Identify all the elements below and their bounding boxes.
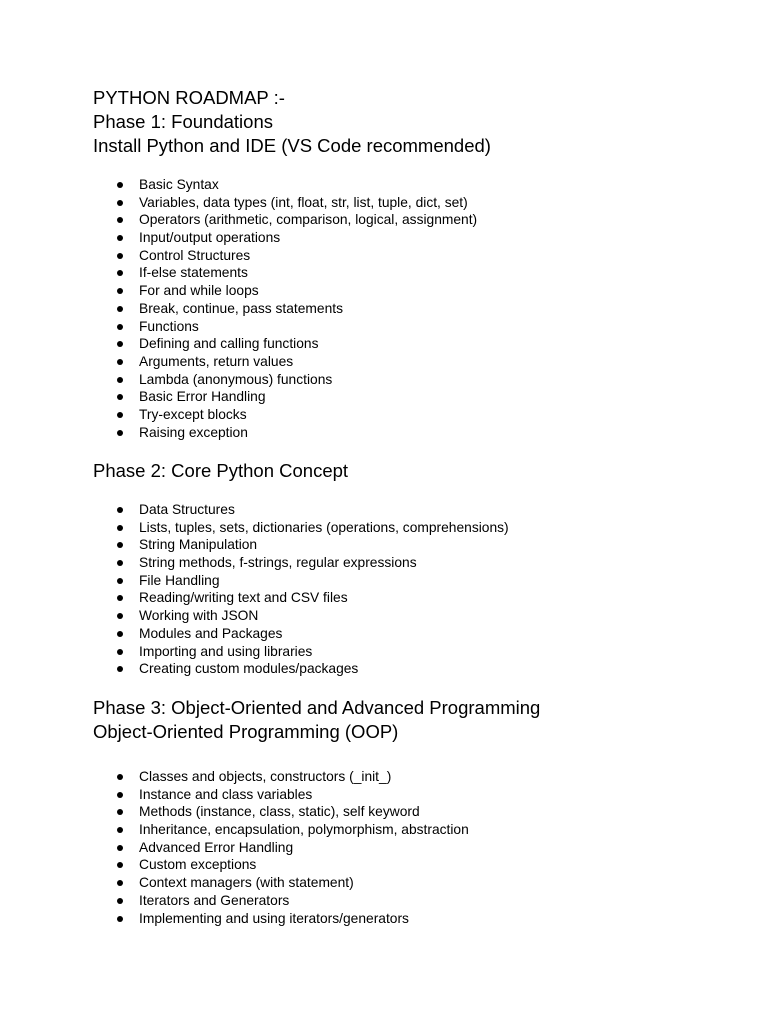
list-item-text: Variables, data types (int, float, str, list, tuple, dict, set) bbox=[139, 194, 468, 210]
bullet-icon bbox=[117, 845, 123, 851]
phase-3-subheading: Object-Oriented Programming (OOP) bbox=[93, 721, 399, 742]
bullet-icon bbox=[117, 898, 123, 904]
bullet-icon bbox=[117, 916, 123, 922]
bullet-icon bbox=[117, 270, 123, 276]
list-item-text: Advanced Error Handling bbox=[139, 839, 294, 855]
phase-1-subheading: Install Python and IDE (VS Code recommended) bbox=[93, 135, 491, 156]
list-item-text: If-else statements bbox=[139, 265, 248, 281]
list-item-text: Lists, tuples, sets, dictionaries (operations, comprehensions) bbox=[139, 519, 509, 535]
list-item-text: Functions bbox=[139, 318, 199, 334]
list-item-text: Inheritance, encapsulation, polymorphism, abstraction bbox=[139, 822, 469, 838]
list-item-text: Context managers (with statement) bbox=[139, 875, 354, 891]
list-item-text: File Handling bbox=[139, 572, 220, 588]
bullet-icon bbox=[117, 359, 123, 365]
list-item-text: Control Structures bbox=[139, 247, 251, 263]
bullet-icon bbox=[117, 613, 123, 619]
list-item-text: Modules and Packages bbox=[139, 625, 283, 641]
list-item-text: Implementing and using iterators/generators bbox=[139, 910, 409, 926]
bullet-icon bbox=[117, 774, 123, 780]
list-item-text: Try-except blocks bbox=[139, 406, 247, 422]
bullet-icon bbox=[117, 412, 123, 418]
bullet-icon bbox=[117, 394, 123, 400]
list-item-text: Custom exceptions bbox=[139, 857, 257, 873]
list-item-text: Input/output operations bbox=[139, 230, 281, 246]
bullet-icon bbox=[117, 792, 123, 798]
bullet-icon bbox=[117, 578, 123, 584]
list-item-text: Defining and calling functions bbox=[139, 336, 319, 352]
list-item-text: Raising exception bbox=[139, 424, 248, 440]
bullet-icon bbox=[117, 324, 123, 330]
list-item-text: Importing and using libraries bbox=[139, 643, 313, 659]
list-item-text: Working with JSON bbox=[139, 608, 259, 624]
bullet-icon bbox=[117, 377, 123, 383]
bullet-icon bbox=[117, 631, 123, 637]
bullet-icon bbox=[117, 507, 123, 513]
list-item-text: Operators (arithmetic, comparison, logical, assignment) bbox=[139, 212, 478, 228]
list-item-text: Methods (instance, class, static), self keyword bbox=[139, 804, 420, 820]
bullet-icon bbox=[117, 880, 123, 886]
bullet-icon bbox=[117, 862, 123, 868]
phase-2-heading: Phase 2: Core Python Concept bbox=[93, 460, 349, 481]
list-item-text: String Manipulation bbox=[139, 537, 258, 553]
list-item-text: Basic Syntax bbox=[139, 177, 219, 192]
phase-1-heading: Phase 1: Foundations bbox=[93, 111, 273, 132]
bullet-icon bbox=[117, 217, 123, 223]
list-item-text: Lambda (anonymous) functions bbox=[139, 371, 333, 387]
bullet-icon bbox=[117, 288, 123, 294]
list-item-text: Iterators and Generators bbox=[139, 892, 290, 908]
bullet-icon bbox=[117, 200, 123, 206]
list-item-text: Instance and class variables bbox=[139, 786, 313, 802]
phase-3-heading: Phase 3: Object-Oriented and Advanced Programming bbox=[93, 697, 541, 718]
list-item-text: Data Structures bbox=[139, 502, 235, 517]
list-item-text: String methods, f-strings, regular expressions bbox=[139, 555, 417, 571]
bullet-icon bbox=[117, 595, 123, 601]
document-title: PYTHON ROADMAP :- bbox=[93, 87, 285, 108]
list-item-text: For and while loops bbox=[139, 283, 259, 299]
bullet-icon bbox=[117, 666, 123, 672]
list-item-text: Basic Error Handling bbox=[139, 389, 266, 405]
bullet-icon bbox=[117, 182, 123, 188]
bullet-icon bbox=[117, 525, 123, 531]
bullet-icon bbox=[117, 649, 123, 655]
list-item-text: Arguments, return values bbox=[139, 353, 294, 369]
bullet-icon bbox=[117, 306, 123, 312]
bullet-icon bbox=[117, 430, 123, 436]
bullet-icon bbox=[117, 560, 123, 566]
bullet-icon bbox=[117, 235, 123, 241]
list-item-text: Break, continue, pass statements bbox=[139, 300, 343, 316]
list-item-text: Classes and objects, constructors (_init_) bbox=[139, 769, 392, 784]
bullet-icon bbox=[117, 542, 123, 548]
bullet-icon bbox=[117, 341, 123, 347]
list-item-text: Reading/writing text and CSV files bbox=[139, 590, 348, 606]
list-item-text: Creating custom modules/packages bbox=[139, 661, 359, 677]
bullet-icon bbox=[117, 253, 123, 259]
bullet-icon bbox=[117, 809, 123, 815]
bullet-icon bbox=[117, 827, 123, 833]
